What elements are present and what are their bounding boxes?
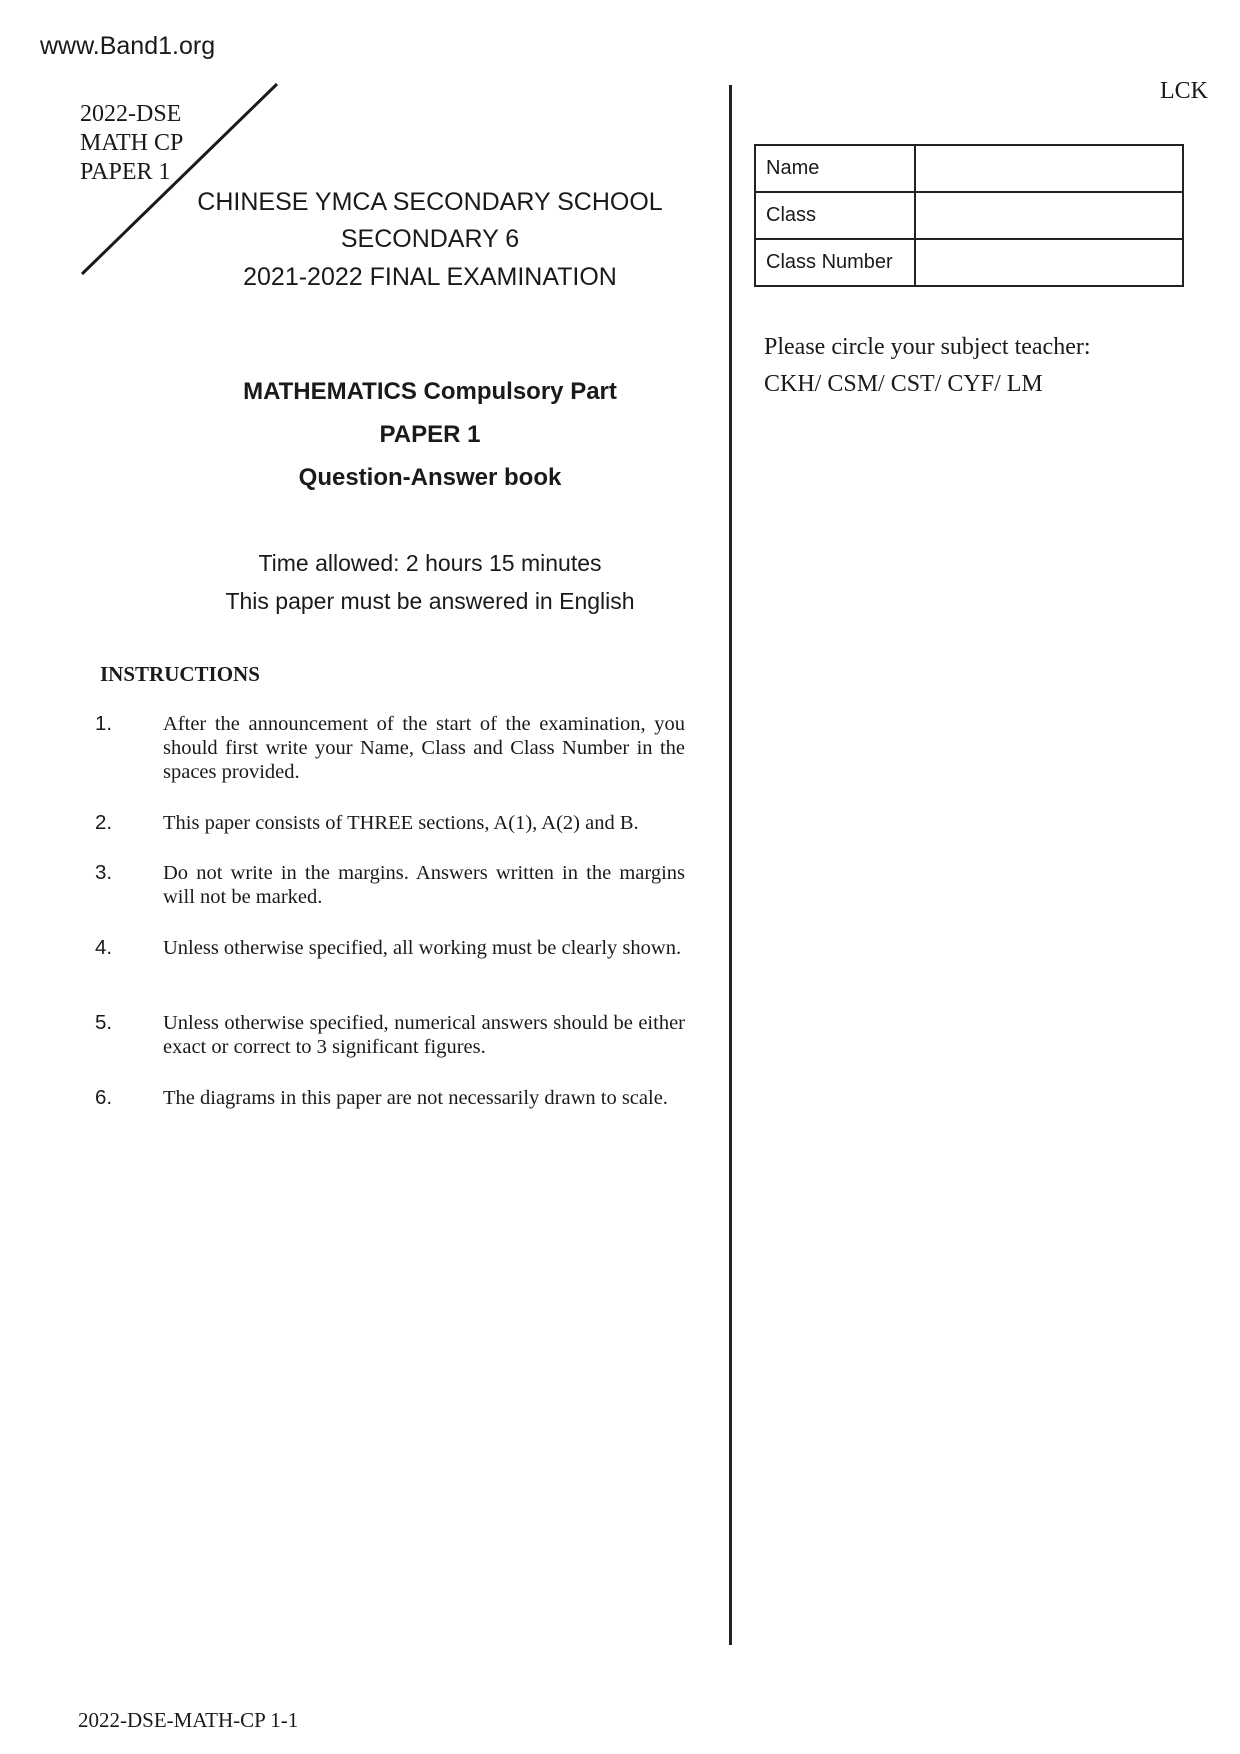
diagonal-line: [0, 0, 320, 300]
name-field[interactable]: [915, 145, 1183, 192]
instruction-number: 2.: [95, 811, 113, 834]
instruction-number: 5.: [95, 1011, 113, 1034]
school-level: SECONDARY 6: [340, 225, 520, 253]
instruction-number: 6.: [95, 1086, 113, 1109]
class-label: Class: [755, 192, 915, 239]
instruction-text: Do not write in the margins. Answers written in the margins will not be marked.: [163, 862, 685, 908]
class-number-field[interactable]: [915, 239, 1183, 286]
vertical-divider: [729, 85, 732, 1645]
class-number-label: Class Number: [755, 239, 915, 286]
instruction-item: [95, 1011, 685, 1059]
teacher-prompt: Please circle your subject teacher:: [764, 334, 1091, 360]
time-allowed: Time allowed: 2 hours 15 minutes: [258, 550, 602, 576]
instruction-item: [95, 712, 685, 784]
table-row: [755, 145, 1183, 192]
student-info-table: [754, 144, 1184, 287]
instruction-text: Unless otherwise specified, numerical answers should be either exact or correct to 3 significant figures.: [163, 1012, 685, 1058]
paper-code-line: MATH CP: [80, 130, 184, 156]
instruction-text: This paper consists of THREE sections, A(1), A(2) and B.: [163, 812, 639, 834]
instruction-item: [95, 1086, 685, 1110]
corner-label: LCK: [1160, 78, 1208, 104]
paper-number: PAPER 1: [379, 421, 481, 448]
instruction-item: [95, 811, 685, 835]
subject-title: MATHEMATICS Compulsory Part: [243, 378, 617, 405]
page-footer: 2022-DSE-MATH-CP 1-1: [78, 1708, 299, 1732]
instruction-text: The diagrams in this paper are not necessarily drawn to scale.: [163, 1087, 668, 1109]
instruction-text: After the announcement of the start of the examination, you should first write your Name, Class and Class Number in the spaces provided.: [163, 713, 685, 783]
paper-code-line: 2022-DSE: [80, 101, 182, 127]
instruction-number: 1.: [95, 712, 113, 735]
instruction-text: Unless otherwise specified, all working must be clearly shown.: [163, 937, 682, 959]
table-row: [755, 239, 1183, 286]
instruction-number: 4.: [95, 936, 113, 959]
instruction-number: 3.: [95, 861, 113, 884]
watermark-text: www.Band1.org: [40, 32, 216, 60]
instructions-title: INSTRUCTIONS: [100, 662, 260, 686]
book-type: Question-Answer book: [298, 464, 562, 491]
teacher-options[interactable]: CKH/ CSM/ CST/ CYF/ LM: [764, 371, 1043, 397]
name-label: Name: [755, 145, 915, 192]
instruction-item: [95, 861, 685, 909]
table-row: [755, 192, 1183, 239]
instruction-item: [95, 936, 685, 960]
class-field[interactable]: [915, 192, 1183, 239]
language-note: This paper must be answered in English: [225, 588, 635, 614]
exam-title: 2021-2022 FINAL EXAMINATION: [243, 263, 617, 291]
school-name: CHINESE YMCA SECONDARY SCHOOL: [197, 188, 663, 216]
paper-code-line: PAPER 1: [80, 159, 171, 185]
